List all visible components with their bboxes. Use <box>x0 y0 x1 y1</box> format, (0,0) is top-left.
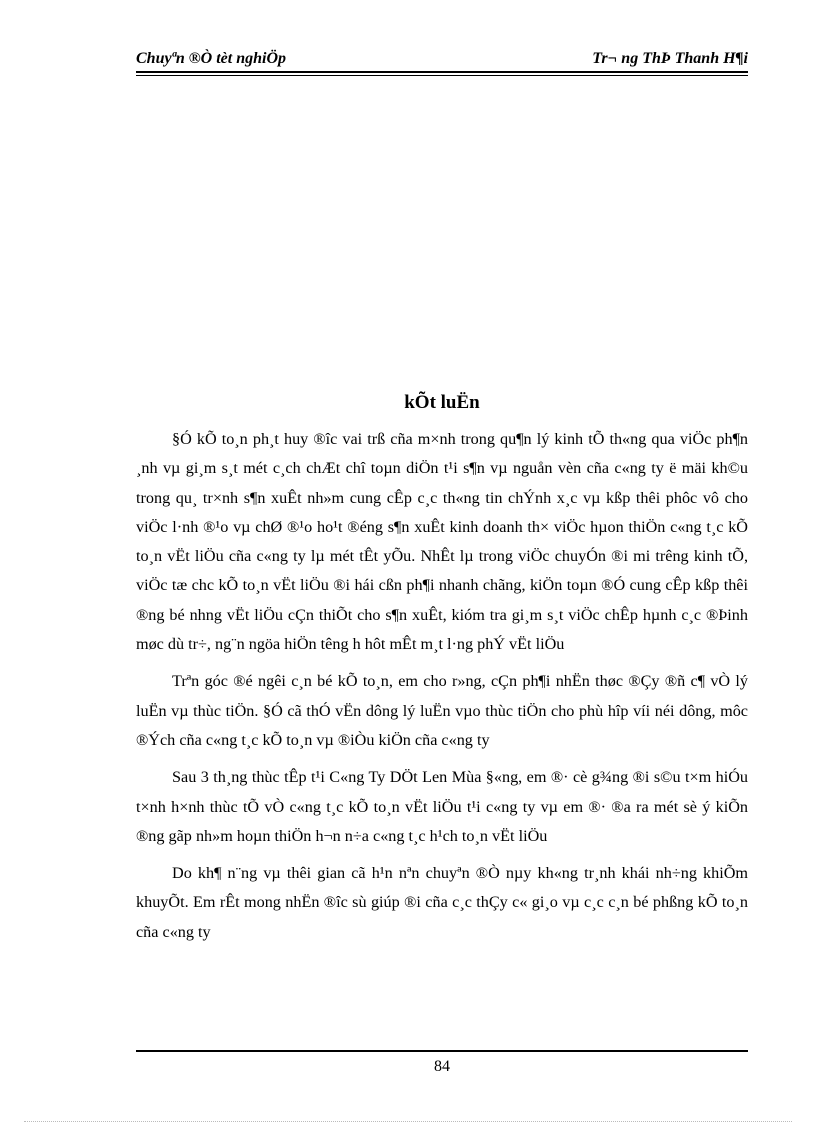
footer-rule <box>136 1050 748 1052</box>
page-number: 84 <box>434 1058 450 1075</box>
paragraph-2: Trªn góc ®é ngêi c¸n bé kÕ to¸n, em cho r»ng, cÇn ph¶i nhËn thøc ®Çy ®ñ c¶ vÒ lý luËn vµ thùc tiÖn. §Ó cã thÓ vËn dông lý luËn vµo thùc tiÖn cho phù hîp víi néi dông, môc ®Ých cña c«ng t¸c kÕ to¸n vµ ®iÒu kiÖn cña c«ng ty <box>136 672 748 749</box>
paragraph-4: Do kh¶ n¨ng vµ thêi gian cã h¹n nªn chuyªn ®Ò nµy kh«ng tr¸nh khái nh÷ng khiÕm khuyÕt. Em rÊt mong nhËn ®îc sù giúp ®i cña c¸c thÇy c« gi¸o vµ c¸c c¸n bé phßng kÕ to¸n cña c«ng ty <box>136 864 748 941</box>
header-rule-thick <box>136 71 748 73</box>
paragraph-3: Sau 3 th¸ng thùc tÊp t¹i C«ng Ty DÖt Len Mùa §«ng, em ®· cè g¾ng ®i s©u t×m hiÓu t×nh h×nh thùc tÕ vÒ c«ng t¸c kÕ to¸n vËt liÖu t¹i c«ng ty vµ em ®· ®a ra mét sè ý kiÕn ®ng gãp nh»m hoµn thiÖn h¬n n÷a c«ng t¸c h¹ch to¸n vËt liÖu <box>136 768 748 845</box>
page-header <box>136 48 748 72</box>
header-rule-thin <box>136 75 748 76</box>
header-thesis-label: Chuyªn ®Ò tèt nghiÖp <box>136 50 287 67</box>
body-text <box>136 425 748 955</box>
page-bottom-dotted-line <box>24 1121 792 1122</box>
header-author-name: Tr¬ ng ThÞ Thanh H¶i <box>592 50 748 67</box>
conclusion-title: kÕt luËn <box>404 392 480 413</box>
paragraph-1: §Ó kÕ to¸n ph¸t huy ®îc vai trß cña m×nh trong qu¶n lý kinh tÕ th«ng qua viÖc ph¶n ¸nh vµ gi¸m s¸t mét c¸ch chÆt chî toµn diÖn t¹i s¶n vµ nguån vèn cña c«ng ty ë mäi kh©u trong qu¸ tr×nh s¶n xuÊt nh»m cung cÊp c¸c th«ng tin chÝnh x¸c vµ kßp thêi phôc vô cho viÖc l·nh ®¹o vµ chØ ®¹o ho¹t ®éng s¶n xuÊt kinh doanh th× viÖc hµon thiÖn c«ng t¸c kÕ to¸n vËt liÖu cña c«ng ty lµ mét tÊt yÕu. NhÊt lµ trong viÖc chuyÓn ®i mi trêng kinh tÕ, viÖc tæ chc kÕ to¸n vËt liÖu ®i hái cßn ph¶i nhanh chãng, kiÖn toµn ®Ó cung cÊp kßp thêi ®ng bé nhng vËt liÖu cÇn thiÕt cho s¶n xuÊt, kióm tra gi¸m s¸t viÖc chÊp hµnh c¸c ®Þinh møc dù tr÷, ng¨n ngöa hiÖn têng h hôt mÊt m¸t l·ng phÝ vËt liÖu <box>136 430 748 654</box>
